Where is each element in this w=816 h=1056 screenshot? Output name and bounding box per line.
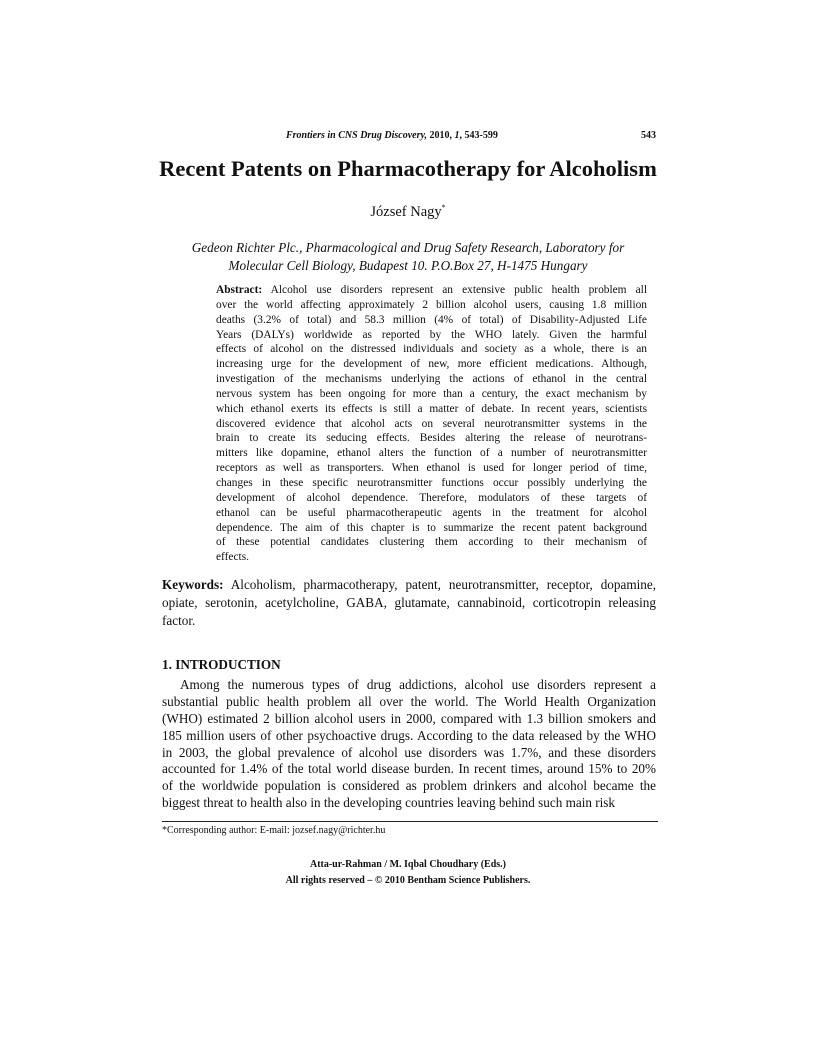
keywords-line [162,612,656,630]
journal-name: Frontiers in CNS Drug Discovery, [286,130,428,141]
intro-line-text: of the worldwide population is considered as problem drinkers and alcohol became the [162,778,656,794]
intro-line-text: biggest threat to health also in the developing countries leaving behind such main risk [162,795,616,811]
abstract-line-text: receptors as well as transporters. When ethanol is used for longer period of time, [216,462,647,475]
intro-line [162,761,656,778]
abstract-line-text: of these potential candidates clustering them according to their mechanism of [216,536,647,549]
intro-line-text: (WHO) estimated 2 billion alcohol users in 2000, compared with 1.3 billion smokers and [162,710,656,726]
abstract-line [216,342,647,357]
introduction-paragraph [162,677,656,812]
journal-volume: 1 [454,130,460,141]
abstract-line [216,506,647,521]
abstract-line [216,550,647,565]
paper-title: Recent Patents on Pharmacotherapy for Alcoholism [159,156,657,181]
abstract-line-text: increasing urge for the development of new, more efficient medications. Although, [216,358,647,371]
intro-line-text: in 2003, the global prevalence of alcohol use disorders was 1.7%, and these disorders [162,744,656,760]
author-name: József Nagy [370,203,442,220]
editors-line: Atta-ur-Rahman / M. Iqbal Choudhary (Eds.) [309,859,507,870]
abstract-line [216,491,647,506]
abstract-line-text: development of alcohol dependence. Therefore, modulators of these targets of [216,491,647,504]
affiliation [0,239,816,275]
abstract-line-text: effects of alcohol on the distressed individuals and society as a whole, there is an [216,343,647,356]
abstract-line-text: ethanol can be useful pharmacotherapeutic agents in the treatment for alcohol [216,506,647,519]
intro-line [162,677,656,694]
running-header [286,130,656,141]
affiliation-line: Molecular Cell Biology, Budapest 10. P.O.Box 27, H-1475 Hungary [228,258,588,273]
abstract-line-text: dependence. The aim of this chapter is to summarize the recent patent background [216,521,647,534]
abstract-line-text: over the world affecting approximately 2 billion alcohol users, causing 1.8 million [216,298,647,311]
affiliation-line: Gedeon Richter Plc., Pharmacological and Drug Safety Research, Laboratory for [191,240,625,255]
abstract-line [216,313,647,328]
abstract-line-text: nervous system has been ongoing for more than a century, the exact mechanism by [216,387,647,400]
abstract-line [216,461,647,476]
abstract-line [216,521,647,536]
keywords [162,576,656,630]
section-heading: 1. INTRODUCTION [162,657,281,672]
keywords-line-text: opiate, serotonin, acetylcholine, GABA, glutamate, cannabinoid, corticotropin releasing [162,595,656,610]
footnote: *Corresponding author: E-mail: jozsef.nagy@richter.hu [162,825,386,836]
abstract-line [216,387,647,402]
abstract-line-text: deaths (3.2% of total) and 58.3 million (4% of total) of Disability-Adjusted Life [216,313,647,326]
abstract [216,283,647,565]
abstract-line-text: effects. [216,551,249,564]
intro-line [162,795,656,812]
abstract-line [216,357,647,372]
keywords-line [162,594,656,612]
intro-line [162,694,656,711]
abstract-line-text: which ethanol exerts its effects is still a matter of debate. In recent years, scientists [216,402,647,415]
abstract-line-text: changes in these specific neurotransmitter functions occur possibly underlying the [216,476,647,489]
abstract-line [216,431,647,446]
intro-line [162,778,656,795]
abstract-line-text: Alcohol use disorders represent an extensive public health problem all [262,284,647,296]
copyright-line: All rights reserved – © 2010 Bentham Science Publishers. [285,875,531,886]
footnote-divider [162,821,658,822]
abstract-line-text: investigation of the mechanisms underlying the actions of ethanol in the central [216,373,647,386]
abstract-line-text: Years (DALYs) worldwide as reported by the WHO lately. Given the harmful [216,328,647,341]
abstract-line [216,283,647,298]
intro-line [162,745,656,762]
journal-pages: , 543-599 [459,130,498,141]
abstract-line [216,298,647,313]
abstract-line [216,372,647,387]
publisher-credits [0,857,816,889]
abstract-label: Abstract: [216,284,263,296]
abstract-line-text: discovered evidence that alcohol acts on several neurotransmitter systems in the [216,417,647,430]
abstract-line [216,402,647,417]
keywords-line [162,576,656,594]
page-number: 543 [641,130,656,141]
keywords-line-text: Alcoholism, pharmacotherapy, patent, neurotransmitter, receptor, dopamine, [223,577,656,592]
keywords-line-text: factor. [162,613,196,628]
journal-year: 2010, [427,130,455,141]
intro-line [162,728,656,745]
intro-line-text: substantial public health problem all over the world. The World Health Organization [162,693,656,709]
intro-line-text: accounted for 1.4% of the total world disease burden. In recent times, around 15% to 20% [162,761,656,777]
abstract-line [216,446,647,461]
abstract-line [216,476,647,491]
abstract-line [216,328,647,343]
corresponding-mark: * [441,203,446,212]
intro-line [162,711,656,728]
abstract-line-text: brain to create its seducing effects. Besides altering the release of neurotrans- [216,432,647,445]
abstract-line [216,417,647,432]
intro-line-text: 185 million users of other psychoactive drugs. According to the data released by the WHO [162,727,656,743]
intro-line-text: Among the numerous types of drug addictions, alcohol use disorders represent a [180,677,656,692]
keywords-label: Keywords: [162,577,224,592]
author [0,203,816,221]
abstract-line [216,535,647,550]
abstract-line-text: mitters like dopamine, ethanol alters the function of a number of neurotransmitter [216,447,647,460]
